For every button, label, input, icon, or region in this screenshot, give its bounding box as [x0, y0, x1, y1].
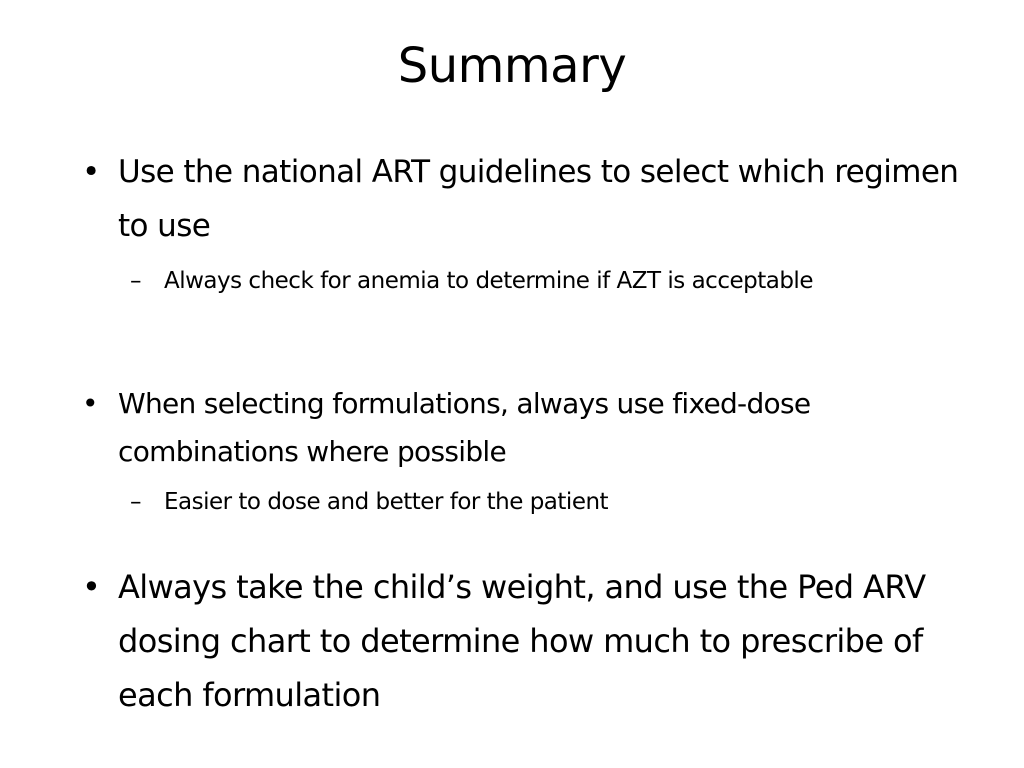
bullet-row: [82, 380, 962, 476]
bullet-marker: •: [82, 568, 101, 606]
sub-bullet-item-2: [130, 482, 924, 522]
bullet-item-3: [82, 560, 962, 722]
bullet-text: Always take the child’s weight, and use the Ped ARV dosing chart to determine how much to prescribe of each formulation: [118, 568, 926, 714]
bullet-row: [82, 560, 962, 722]
bullet-marker: •: [82, 154, 100, 190]
bullet-text: When selecting formulations, always use fixed-dose combinations where possible: [118, 387, 811, 468]
sub-bullet-item-1: [130, 261, 864, 301]
sub-bullet-marker: –: [130, 268, 141, 294]
bullet-item-1: [82, 145, 962, 301]
bullet-text: Use the national ART guidelines to select which regimen to use: [118, 154, 959, 244]
bullet-marker: •: [82, 387, 98, 420]
sub-bullet-text: Always check for anemia to determine if AZT is acceptable: [164, 268, 813, 294]
slide-title: Summary: [397, 38, 627, 94]
sub-bullet-marker: –: [130, 489, 141, 515]
bullet-row: [82, 145, 962, 253]
bullet-item-2: [82, 380, 962, 522]
sub-bullet-text: Easier to dose and better for the patient: [164, 489, 609, 515]
